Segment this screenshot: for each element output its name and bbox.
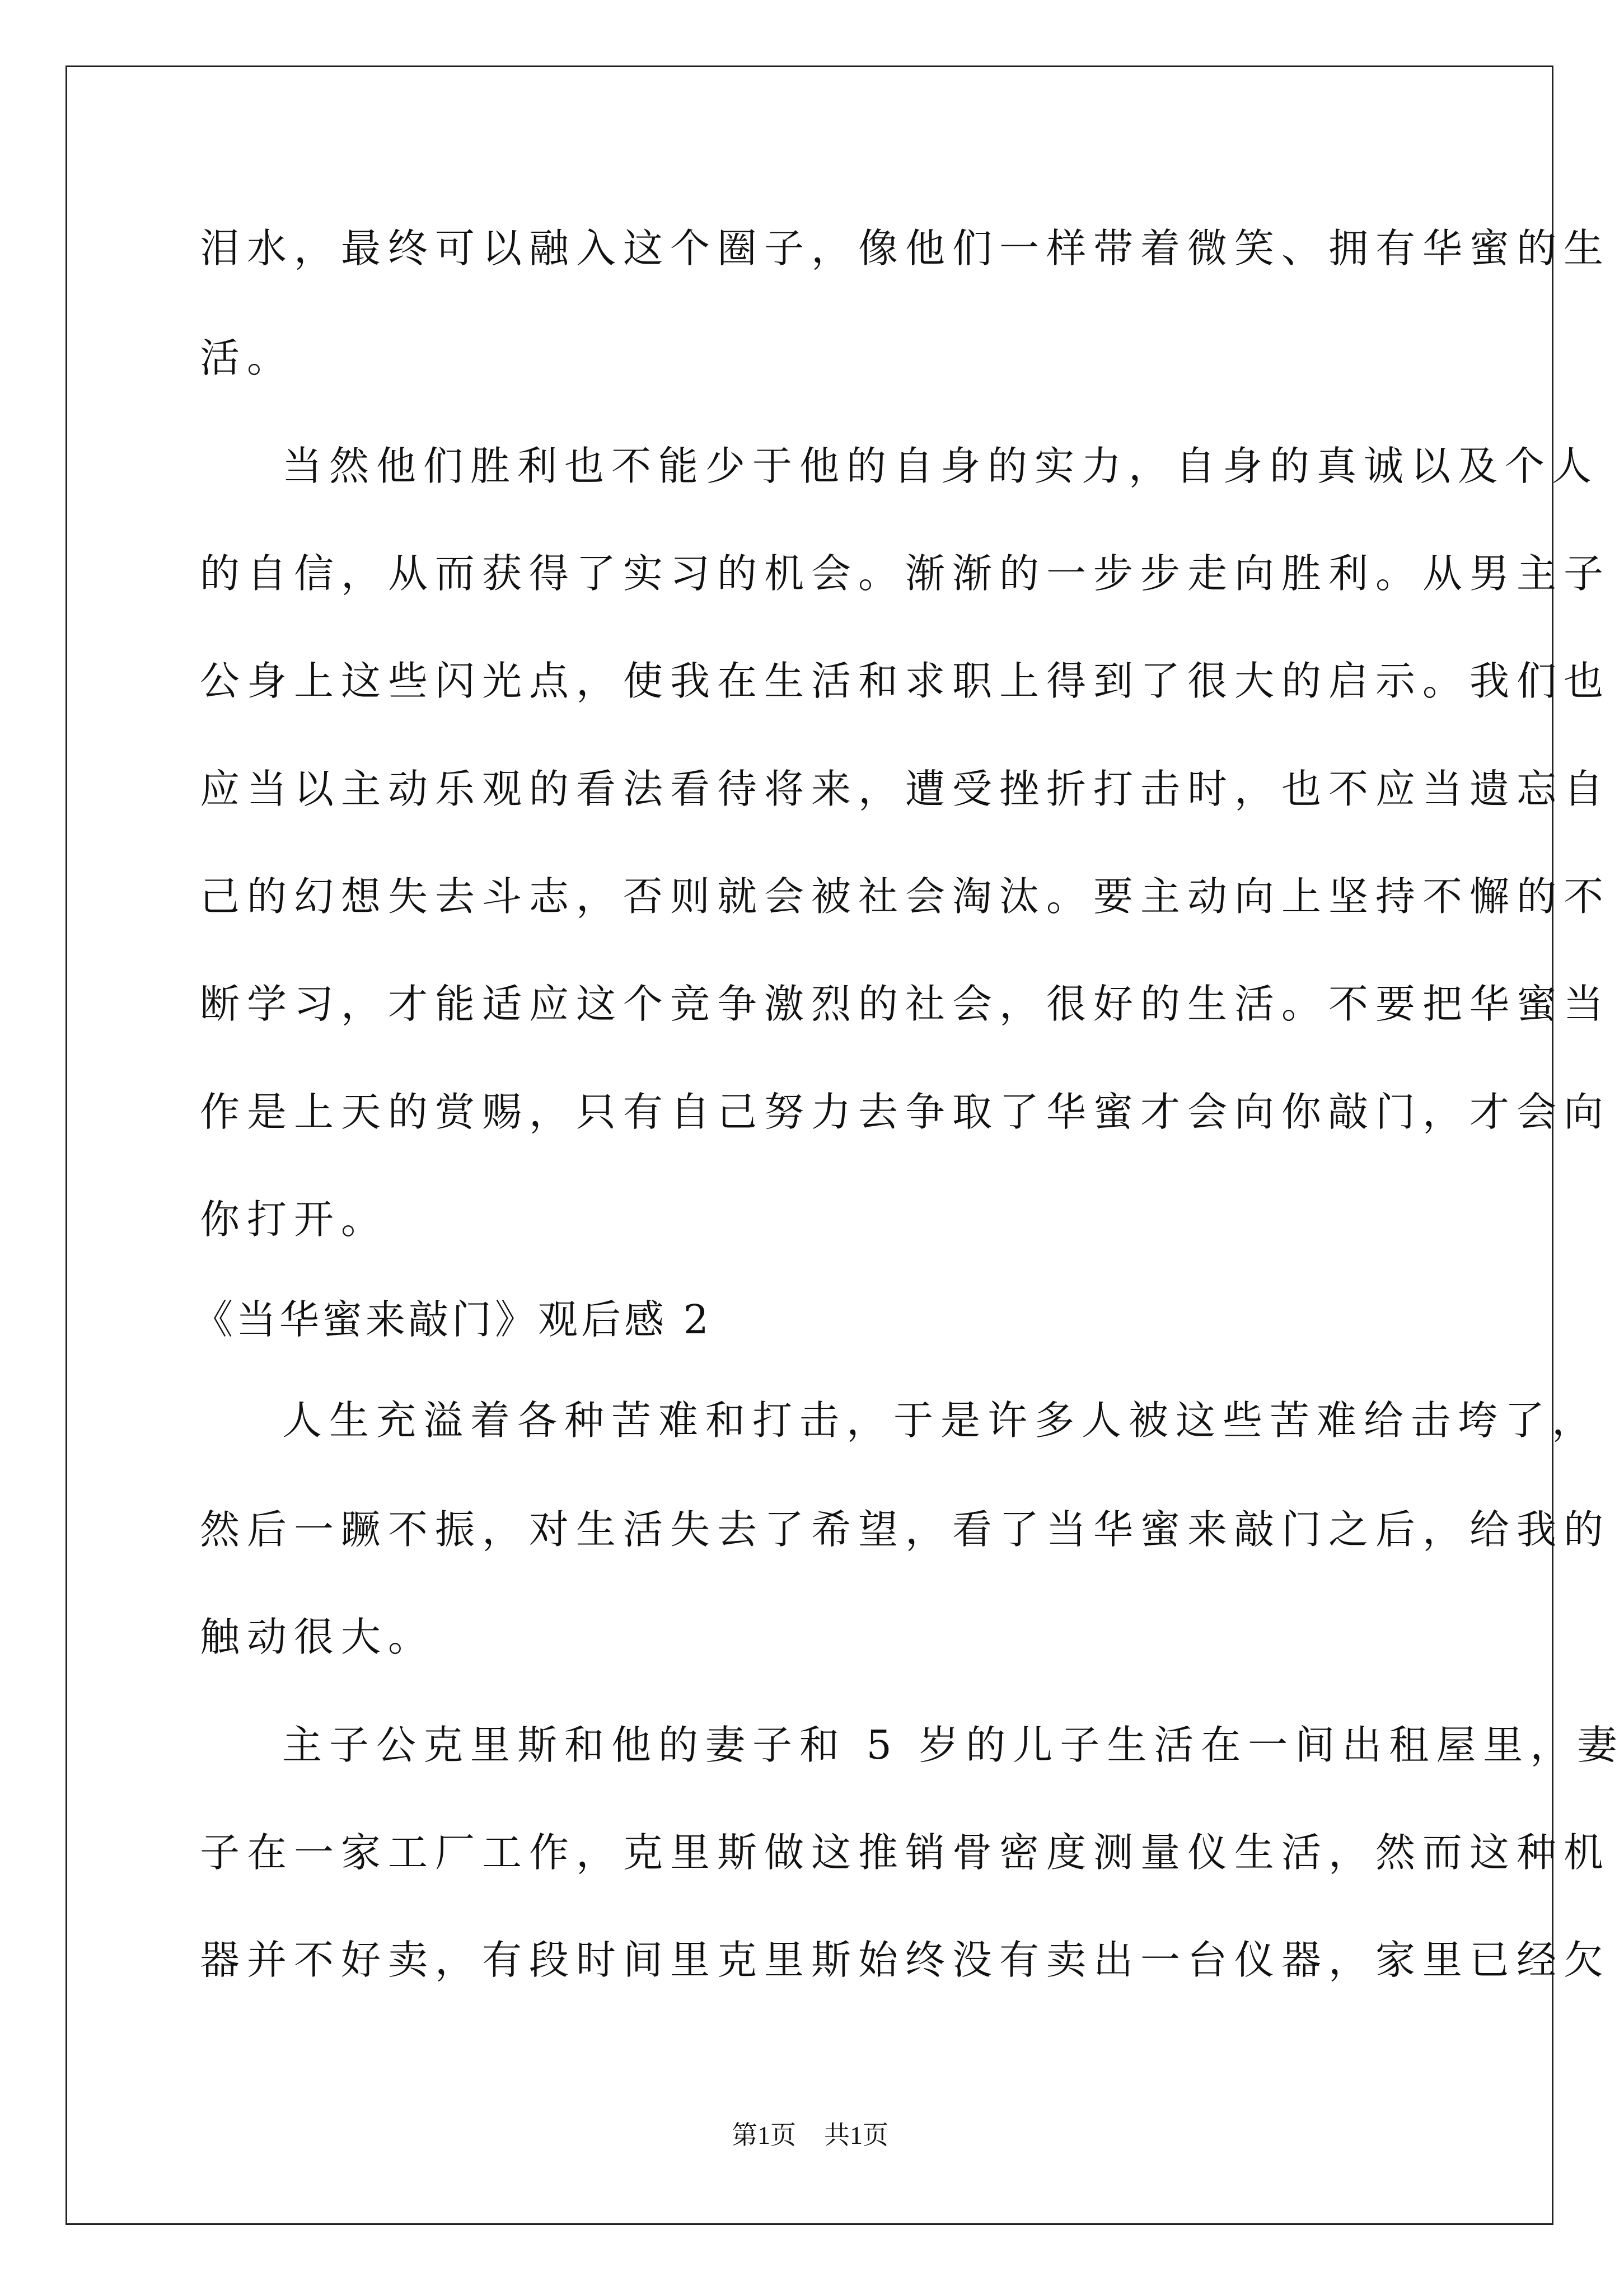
text-line-paragraph-start: 主子公克里斯和他的妻子和 5 岁的儿子生活在一间出租屋里，妻 — [282, 1722, 1624, 1768]
page-number: 第1页 — [732, 2121, 796, 2149]
text-line: 己的幻想失去斗志，否则就会被社会淘汰。要主动向上坚持不懈的不 — [200, 873, 1611, 920]
text-line-paragraph-end: 活。 — [200, 335, 294, 381]
page-footer — [0, 2123, 1620, 2148]
text-line-continuation: 泪水，最终可以融入这个圈子，像他们一样带着微笑、拥有华蜜的生 — [200, 225, 1611, 271]
text-line: 器并不好卖，有段时间里克里斯始终没有卖出一台仪器，家里已经欠 — [200, 1937, 1611, 1983]
text-line: 子在一家工厂工作，克里斯做这推销骨密度测量仪生活，然而这种机 — [200, 1829, 1611, 1876]
page-total: 共1页 — [824, 2121, 888, 2149]
text-line: 断学习，才能适应这个竞争激烈的社会，很好的生活。不要把华蜜当 — [200, 981, 1611, 1027]
text-line: 应当以主动乐观的看法看待将来，遭受挫折打击时，也不应当遗忘自 — [200, 766, 1611, 812]
text-line-paragraph-start: 当然他们胜利也不能少于他的自身的实力，自身的真诚以及个人 — [282, 443, 1599, 489]
page-border — [65, 65, 1624, 2225]
text-line-paragraph-start: 人生充溢着各种苦难和打击，于是许多人被这些苦难给击垮了， — [282, 1397, 1599, 1444]
text-line: 公身上这些闪光点，使我在生活和求职上得到了很大的启示。我们也 — [200, 658, 1611, 704]
text-line: 然后一蹶不振，对生活失去了希望，看了当华蜜来敲门之后，给我的 — [200, 1506, 1611, 1553]
section-heading: 《当华蜜来敲门》观后感 2 — [193, 1296, 712, 1343]
text-line: 作是上天的赏赐，只有自己努力去争取了华蜜才会向你敲门，才会向 — [200, 1089, 1611, 1135]
text-line-paragraph-end: 触动很大。 — [200, 1614, 436, 1660]
text-line: 的自信，从而获得了实习的机会。渐渐的一步步走向胜利。从男主子 — [200, 550, 1611, 597]
text-line-paragraph-end: 你打开。 — [200, 1196, 389, 1243]
